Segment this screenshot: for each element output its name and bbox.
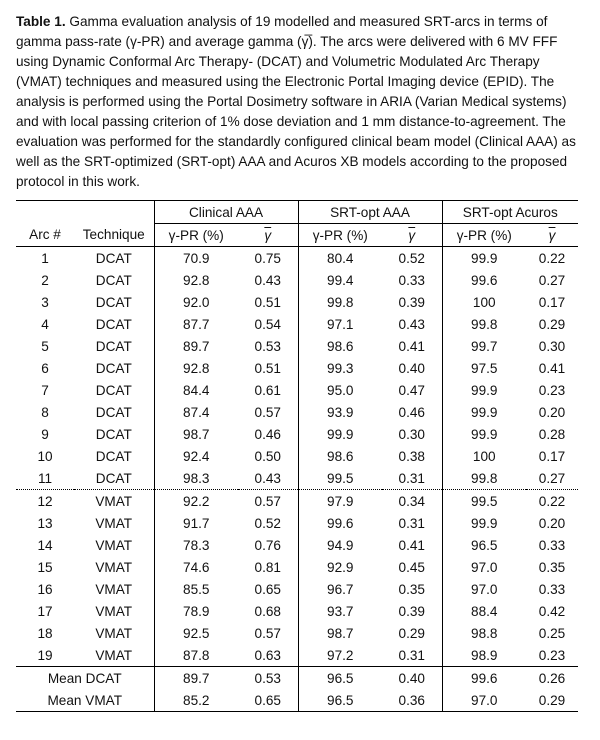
table-cell: 6 [41, 360, 49, 376]
table-cell: VMAT [95, 537, 133, 553]
table-cell: 14 [37, 537, 53, 553]
table-cell: 96.5 [442, 534, 526, 556]
table-cell: 0.41 [398, 338, 425, 354]
table-cell: 0.51 [254, 294, 281, 310]
table-cell: 98.7 [298, 622, 382, 644]
table-cell: VMAT [95, 493, 133, 509]
table-cell: 80.4 [298, 247, 382, 270]
caption-label: Table 1. [16, 14, 66, 29]
table-cell: 99.6 [442, 269, 526, 291]
table-cell: 0.33 [538, 537, 566, 553]
table-row [16, 401, 578, 423]
table-cell: 0.65 [254, 581, 281, 597]
table-cell: 0.57 [254, 625, 281, 641]
table-cell: 97.0 [442, 578, 526, 600]
table-cell: 0.46 [254, 426, 281, 442]
table-row [16, 379, 578, 401]
table-row [16, 269, 578, 291]
table-cell: 99.5 [298, 467, 382, 490]
table-cell: DCAT [95, 382, 132, 398]
table-cell: 100 [442, 445, 526, 467]
column-header-avg-gamma [238, 224, 298, 247]
table-cell: DCAT [95, 360, 132, 376]
table-cell: 0.75 [254, 250, 281, 266]
table-cell: 92.9 [298, 556, 382, 578]
table-cell: 0.28 [538, 426, 566, 442]
table-caption [16, 12, 586, 192]
table-cell: 0.40 [398, 360, 425, 376]
table-cell: 99.7 [442, 335, 526, 357]
mean-label: Mean DCAT [16, 667, 154, 690]
table-cell: 0.42 [538, 603, 566, 619]
table-cell: 0.39 [398, 294, 425, 310]
table-cell: 99.9 [442, 512, 526, 534]
table-cell: 0.33 [538, 581, 566, 597]
table-cell: DCAT [95, 448, 132, 464]
table-cell: 0.34 [398, 493, 425, 509]
table-cell: 97.0 [442, 556, 526, 578]
avg-gamma-symbol: $\overline{\gamma}$ [548, 227, 556, 243]
table-cell: 78.9 [154, 600, 238, 622]
table-cell: 0.81 [254, 559, 281, 575]
table-cell: 0.20 [538, 515, 566, 531]
table-cell: 0.35 [538, 559, 566, 575]
table-row [16, 534, 578, 556]
table-cell: 13 [37, 515, 53, 531]
table-row [16, 467, 578, 490]
table-cell: 99.9 [442, 401, 526, 423]
avg-gamma-symbol: $\overline{\gamma}$ [408, 227, 416, 243]
table-cell: 8 [41, 404, 49, 420]
table-row [16, 512, 578, 534]
table-cell: 84.4 [154, 379, 238, 401]
table-row [16, 600, 578, 622]
table-cell: 4 [41, 316, 49, 332]
table-cell: 0.36 [382, 689, 442, 712]
table-cell: 97.1 [298, 313, 382, 335]
table-cell: DCAT [95, 294, 132, 310]
table-cell: DCAT [74, 467, 154, 490]
table-cell: 0.25 [538, 625, 566, 641]
table-row [16, 247, 578, 270]
column-header-arc: Arc # [16, 224, 74, 247]
table-cell: 0.23 [538, 382, 566, 398]
table-cell: 99.3 [298, 357, 382, 379]
table-cell: 9 [41, 426, 49, 442]
table-cell: 0.57 [254, 404, 281, 420]
caption-text: Gamma evaluation analysis of 19 modelled and measured SRT-arcs in terms of gamma pass-rate (γ-PR) and average gamma (γ̅). The arcs were delivered with 6 MV FFF using Dynamic Conformal Arc Therapy- (DCAT) and Volumetric Modulated Arc Therapy (VMAT) techniques and measured using the Electronic Portal Imaging device (EPID). The analysis is performed using the Portal Dosimetry software in ARIA (Varian Medical systems) and with local passing criterion of 1% dose deviation and 1 mm distance-to-agreement. The evaluation was performed for the standardly configured clinical beam model (Clinical AAA) as well as the SRT-optimized (SRT-opt) AAA and Acuros XB models according to the proposed protocol in this work. [16, 14, 576, 189]
table-cell: 70.9 [154, 247, 238, 270]
table-cell: 1 [41, 250, 49, 266]
table-cell: 0.51 [254, 360, 281, 376]
table-cell: 0.29 [538, 316, 566, 332]
table-cell: 85.2 [154, 689, 238, 712]
table-cell: 0.22 [538, 493, 566, 509]
table-cell: DCAT [95, 272, 132, 288]
table-cell: 87.8 [154, 644, 238, 667]
table-cell: 93.9 [298, 401, 382, 423]
table-cell: 0.54 [254, 316, 281, 332]
table-cell: 0.35 [398, 581, 425, 597]
table-cell: 0.26 [526, 667, 578, 690]
table-cell: 99.6 [298, 512, 382, 534]
table-cell: 0.31 [398, 515, 425, 531]
table-row [16, 578, 578, 600]
table-cell: 91.7 [154, 512, 238, 534]
table-cell: 87.4 [154, 401, 238, 423]
table-cell: 78.3 [154, 534, 238, 556]
table-cell: 74.6 [154, 556, 238, 578]
table-cell: 0.50 [254, 448, 281, 464]
table-cell: 92.0 [154, 291, 238, 313]
table-cell: 16 [37, 581, 53, 597]
table-cell: 0.40 [382, 667, 442, 690]
table-cell: DCAT [95, 426, 132, 442]
table-cell: 0.57 [254, 493, 281, 509]
group-header-srt-opt-aaa: SRT-opt AAA [298, 201, 442, 224]
avg-gamma-symbol: $\overline{\gamma}$ [264, 227, 272, 243]
table-cell: 99.9 [442, 379, 526, 401]
table-cell: 88.4 [442, 600, 526, 622]
table-cell: 98.6 [298, 445, 382, 467]
column-header-avg-gamma [526, 224, 578, 247]
table-cell: 92.8 [154, 269, 238, 291]
table-cell: 0.43 [238, 467, 298, 490]
column-header-gamma-pr: γ-PR (%) [442, 224, 526, 247]
group-header-row [16, 201, 578, 224]
table-cell: 0.61 [254, 382, 281, 398]
table-cell: 0.27 [526, 467, 578, 490]
table-cell: 99.5 [442, 490, 526, 513]
table-cell: 99.8 [298, 291, 382, 313]
table-cell: 98.7 [154, 423, 238, 445]
table-cell: 0.45 [398, 559, 425, 575]
table-cell: 0.65 [238, 689, 298, 712]
column-header-technique: Technique [74, 224, 154, 247]
table-cell: 0.23 [538, 647, 566, 663]
table-cell: 0.38 [398, 448, 425, 464]
mean-row [16, 689, 578, 712]
table-cell: 93.7 [298, 600, 382, 622]
mean-row [16, 667, 578, 690]
table-cell: 18 [37, 625, 53, 641]
table-cell: 11 [16, 467, 74, 490]
table-cell: 92.2 [154, 490, 238, 513]
table-cell: 0.43 [254, 272, 281, 288]
gamma-results-table [16, 200, 578, 712]
table-row [16, 291, 578, 313]
table-cell: 98.6 [298, 335, 382, 357]
table-row [16, 556, 578, 578]
table-cell: 85.5 [154, 578, 238, 600]
column-header-gamma-pr: γ-PR (%) [154, 224, 238, 247]
table-cell: DCAT [95, 338, 132, 354]
table-cell: 0.39 [398, 603, 425, 619]
table-cell: 0.52 [398, 250, 425, 266]
table-cell: 0.17 [538, 294, 566, 310]
table-cell: 0.63 [254, 647, 281, 663]
table-cell: DCAT [95, 250, 132, 266]
table-cell: 92.5 [154, 622, 238, 644]
table-cell: 0.41 [398, 537, 425, 553]
table-cell: VMAT [95, 625, 133, 641]
table-cell: VMAT [95, 515, 133, 531]
table-cell: 10 [37, 448, 53, 464]
table-cell: 97.2 [298, 644, 382, 667]
table-cell: 99.8 [442, 467, 526, 490]
table-cell: 0.52 [254, 515, 281, 531]
column-header-avg-gamma [382, 224, 442, 247]
table-row [16, 622, 578, 644]
column-header-row [16, 224, 578, 247]
table-cell: DCAT [95, 316, 132, 332]
table-cell: 0.31 [398, 647, 425, 663]
table-cell: 99.9 [442, 247, 526, 270]
table-cell: 98.8 [442, 622, 526, 644]
table-cell: 99.8 [442, 313, 526, 335]
table-cell: 92.4 [154, 445, 238, 467]
table-cell: 99.9 [298, 423, 382, 445]
table-cell: 92.8 [154, 357, 238, 379]
group-header-clinical-aaa: Clinical AAA [154, 201, 298, 224]
table-row [16, 445, 578, 467]
mean-label: Mean VMAT [16, 689, 154, 712]
table-cell: 17 [37, 603, 53, 619]
table-cell: 89.7 [154, 667, 238, 690]
table-cell: 99.9 [442, 423, 526, 445]
table-row [16, 644, 578, 667]
table-cell: 97.0 [442, 689, 526, 712]
table-cell: 99.6 [442, 667, 526, 690]
table-row [16, 313, 578, 335]
table-row [16, 490, 578, 513]
table-cell: 0.33 [398, 272, 425, 288]
table-cell: 96.7 [298, 578, 382, 600]
table-cell: 3 [41, 294, 49, 310]
table-cell: 0.30 [398, 426, 425, 442]
table-cell: 2 [41, 272, 49, 288]
table-cell: 0.31 [382, 467, 442, 490]
table-cell: DCAT [95, 404, 132, 420]
table-cell: 0.43 [398, 316, 425, 332]
table-cell: VMAT [95, 581, 133, 597]
table-cell: 98.3 [154, 467, 238, 490]
table-cell: 94.9 [298, 534, 382, 556]
group-header-srt-opt-acuros: SRT-opt Acuros [442, 201, 578, 224]
table-cell: 0.46 [398, 404, 425, 420]
table-cell: 0.17 [538, 448, 566, 464]
table-cell: 87.7 [154, 313, 238, 335]
table-cell: 100 [442, 291, 526, 313]
table-cell: VMAT [95, 647, 133, 663]
table-cell: 95.0 [298, 379, 382, 401]
table-cell: 0.53 [238, 667, 298, 690]
table-row [16, 357, 578, 379]
table-row [16, 423, 578, 445]
table-cell: 0.47 [398, 382, 425, 398]
table-row [16, 335, 578, 357]
table-cell: 0.20 [538, 404, 566, 420]
table-cell: 0.76 [254, 537, 281, 553]
table-cell: 0.22 [538, 250, 566, 266]
table-cell: 0.53 [254, 338, 281, 354]
table-cell: 12 [37, 493, 53, 509]
table-cell: 97.5 [442, 357, 526, 379]
table-cell: 89.7 [154, 335, 238, 357]
table-cell: 7 [41, 382, 49, 398]
table-cell: VMAT [95, 559, 133, 575]
table-cell: 0.68 [254, 603, 281, 619]
table-cell: 19 [37, 647, 53, 663]
table-body [16, 247, 578, 712]
table-cell: VMAT [95, 603, 133, 619]
table-cell: 98.9 [442, 644, 526, 667]
table-cell: 99.4 [298, 269, 382, 291]
column-header-gamma-pr: γ-PR (%) [298, 224, 382, 247]
table-cell: 0.29 [526, 689, 578, 712]
table-cell: 96.5 [298, 689, 382, 712]
table-cell: 97.9 [298, 490, 382, 513]
table-cell: 15 [37, 559, 53, 575]
table-cell: 0.41 [538, 360, 566, 376]
table-cell: 5 [41, 338, 49, 354]
table-cell: 0.29 [398, 625, 425, 641]
table-cell: 0.27 [538, 272, 566, 288]
table-cell: 0.30 [538, 338, 566, 354]
table-cell: 96.5 [298, 667, 382, 690]
